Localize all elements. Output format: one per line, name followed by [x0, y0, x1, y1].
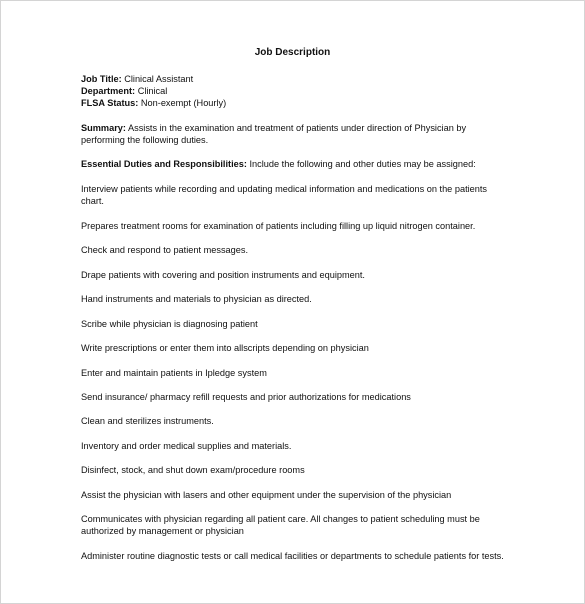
- flsa-value: Non-exempt (Hourly): [140, 98, 227, 108]
- job-title-label: Job Title:: [81, 74, 122, 84]
- duty-item: Communicates with physician regarding all patient care. All changes to patient scheduling must be authorized by management or physician: [81, 514, 480, 537]
- duty-item: Send insurance/ pharmacy refill requests and prior authorizations for medications: [81, 392, 411, 402]
- duty-item: Write prescriptions or enter them into allscripts depending on physician: [81, 343, 369, 353]
- flsa-label: FLSA Status:: [81, 98, 139, 108]
- duty-item: Hand instruments and materials to physician as directed.: [81, 294, 312, 304]
- duties-heading-line: [81, 158, 521, 170]
- department-line: [81, 85, 521, 97]
- duty-item: Disinfect, stock, and shut down exam/procedure rooms: [81, 465, 305, 475]
- duty-item: Drape patients with covering and position instruments and equipment.: [81, 270, 365, 280]
- document-title: Job Description: [254, 47, 331, 58]
- job-title-line: [81, 73, 521, 85]
- department-value: Clinical: [137, 86, 168, 96]
- summary-paragraph: [81, 122, 511, 147]
- duty-item: Inventory and order medical supplies and materials.: [81, 441, 292, 451]
- duty-item: Assist the physician with lasers and other equipment under the supervision of the physician: [81, 490, 452, 500]
- summary-text: Assists in the examination and treatment of patients under direction of Physician by performing the following duties.: [81, 123, 467, 146]
- job-title-value: Clinical Assistant: [124, 74, 194, 84]
- duty-item: Administer routine diagnostic tests or call medical facilities or departments to schedule patients for tests.: [81, 551, 504, 561]
- duty-item: Enter and maintain patients in Ipledge system: [81, 368, 267, 378]
- duties-intro: Include the following and other duties may be assigned:: [249, 159, 476, 169]
- duty-item: Interview patients while recording and updating medical information and medications on the patients chart.: [81, 184, 488, 207]
- duties-label: Essential Duties and Responsibilities:: [81, 159, 247, 169]
- department-label: Department:: [81, 86, 136, 96]
- duty-item: Check and respond to patient messages.: [81, 245, 249, 255]
- duty-item: Scribe while physician is diagnosing patient: [81, 319, 258, 329]
- duty-item: Prepares treatment rooms for examination of patients including filling up liquid nitrogen container.: [81, 221, 476, 231]
- duty-item: Clean and sterilizes instruments.: [81, 416, 214, 426]
- summary-label: Summary:: [81, 123, 126, 133]
- flsa-line: [81, 97, 521, 109]
